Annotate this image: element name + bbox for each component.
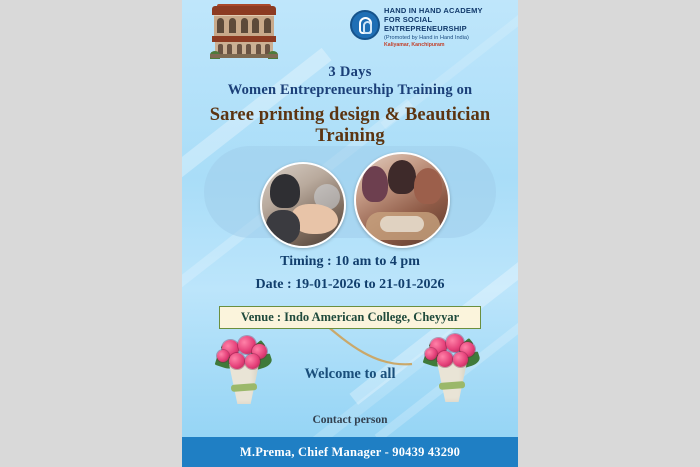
headline-title: Saree printing design & Beautician Training [209,105,491,146]
org-line-1: HAND IN HAND ACADEMY [384,6,483,15]
contact-person-label: Contact person [312,414,388,426]
org-line-2: FOR SOCIAL ENTREPRENEURSHIP [384,15,467,33]
venue-text: Venue : Indo American College, Cheyyar [240,310,460,324]
heritage-building-icon [210,4,278,58]
welcome-text: Welcome to all [304,366,396,382]
hand-in-hand-logo-icon [350,10,380,40]
footer-contact-text: M.Prema, Chief Manager - 90439 43290 [239,444,461,459]
timing-text: Timing : 10 am to 4 pm [280,254,420,269]
beautician-training-photo [260,162,346,248]
date-text: Date : 19-01-2026 to 21-01-2026 [255,277,445,292]
duration-title: 3 Days [328,64,372,80]
org-line-3: (Promoted by Hand in Hand India) [384,35,469,41]
saree-printing-design-photo [354,152,450,248]
photo-band [204,146,496,238]
organization-branding [350,6,510,54]
organization-name [384,6,510,49]
venue-box [219,306,481,329]
org-line-4: Kaliyamar, Kanchipuram [384,42,445,48]
program-title: Women Entrepreneurship Training on [227,82,473,98]
footer-contact-band [182,437,518,467]
event-poster [182,0,518,467]
poster-header [182,0,518,62]
